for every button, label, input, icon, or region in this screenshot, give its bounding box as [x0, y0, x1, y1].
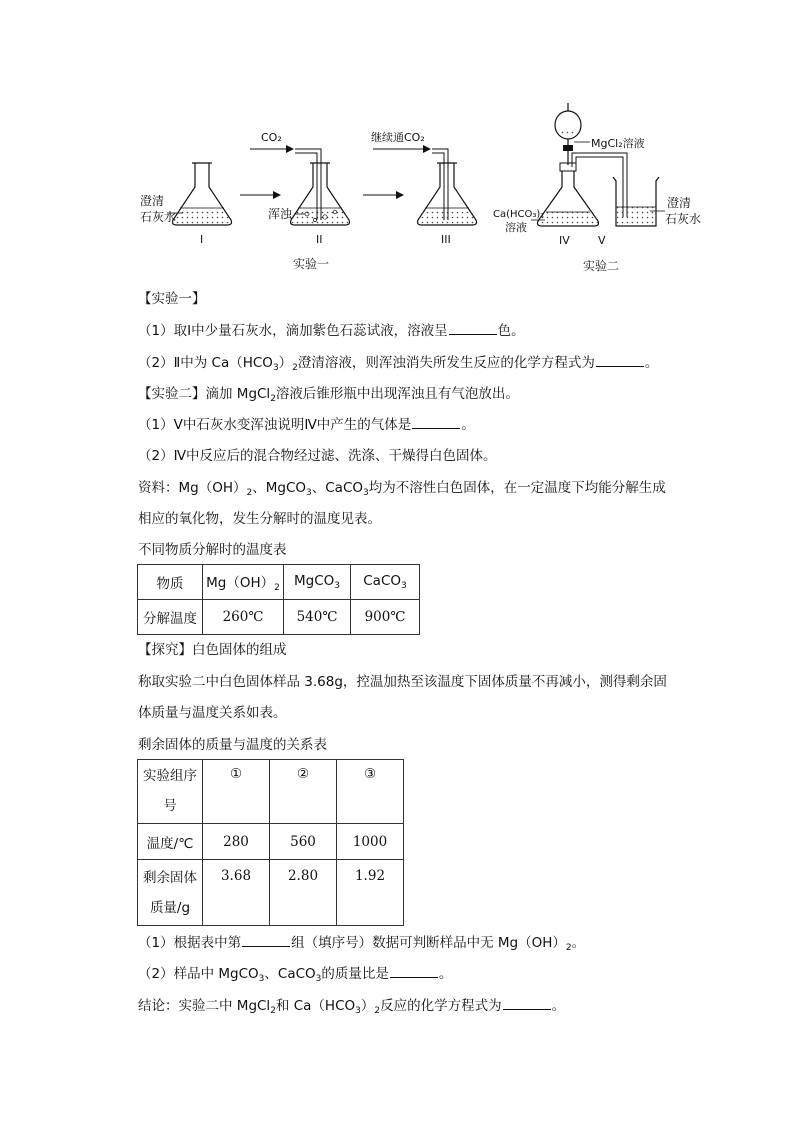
exp1-heading: 【实验一】 [138, 291, 206, 307]
fig-label-iv: IV [559, 234, 570, 247]
separatory-funnel [555, 103, 581, 165]
table2-group: ① [203, 760, 270, 824]
table2-cell: 1000 [337, 824, 404, 860]
table2-cell: 1.92 [337, 860, 404, 926]
exp2-intro: 【实验二】滴加 MgCl$_2$溶液后锥形瓶中出现浑浊且有气泡放出。 [138, 386, 519, 404]
table2-caption: 剩余固体的质量与温度的关系表 [138, 737, 327, 753]
beaker-v [613, 177, 659, 226]
fig-co2-label: CO₂ [261, 131, 282, 144]
exp2-heading: 【实验二】 [138, 386, 206, 402]
fig-limewater-v-label-2: 石灰水 [665, 212, 702, 226]
fig-turbid-label: 浑浊 [268, 207, 293, 221]
table2-cell: 560 [270, 824, 337, 860]
table1-cell: 900℃ [351, 600, 420, 635]
table1-caption: 不同物质分解时的温度表 [138, 542, 287, 558]
answer-blank[interactable] [449, 321, 497, 335]
table2-cell: 3.68 [203, 860, 270, 926]
residual-mass-table [137, 759, 404, 926]
fig-limewater-label-2: 石灰水 [140, 210, 177, 224]
fig-caption-exp2: 实验二 [583, 259, 620, 273]
para-line-2: 体质量与温度关系如表。 [138, 705, 287, 721]
info-line-2: 相应的氧化物，发生分解时的温度见表。 [138, 511, 381, 527]
info-line-1: 资料：$Mg(OH)_2$、MgCO$_3$、CaCO$_3$均为不溶性白色固体，在一定温度下均能分解生成 [138, 480, 666, 498]
explore-heading: 【探究】白色固体的组成 [138, 642, 287, 658]
table1-col-caco3: CaCO$_3$ [351, 565, 420, 600]
exp1-question-1: （1）取Ⅰ中少量石灰水，滴加紫色石蕊试液，溶液呈 色。 [138, 323, 525, 339]
answer-blank[interactable] [503, 996, 551, 1010]
fig-label-i: I [200, 233, 204, 246]
fig-limewater-v-label-1: 澄清 [667, 196, 692, 210]
table1-cell: 260℃ [203, 600, 284, 635]
exp1-question-2: （2）Ⅱ中为 $Ca(HCO_3)_2$澄清溶液，则浑浊消失所发生反应的化学方程式为 。 [138, 355, 659, 373]
fig-limewater-label-1: 澄清 [140, 194, 165, 208]
decomposition-temp-table [137, 564, 420, 635]
table2-group: ③ [337, 760, 404, 824]
fig-label-iii: III [441, 233, 451, 246]
table1-row-label: 分解温度 [138, 600, 203, 635]
table2-cell: 2.80 [270, 860, 337, 926]
fig-mgcl2-label: MgCl₂溶液 [591, 137, 645, 150]
experiment-figure [135, 95, 715, 285]
flask-iv [538, 153, 628, 226]
flask-i [173, 163, 232, 225]
table2-group: ② [270, 760, 337, 824]
table1-col-mgoh2: $Mg(OH)_2$ [203, 565, 284, 600]
answer-blank[interactable] [596, 353, 644, 367]
fig-label-v: V [598, 234, 606, 247]
conclusion: 结论：实验二中 MgCl$_2$和 $Ca(HCO_3)_2$反应的化学方程式为 。 [138, 998, 566, 1016]
answer-blank[interactable] [390, 964, 438, 978]
para-line-1: 称取实验二中白色固体样品 3.68g，控温加热至该温度下固体质量不再减小，测得剩余固 [138, 674, 667, 690]
table1-col-mgco3: MgCO$_3$ [284, 565, 351, 600]
answer-blank[interactable] [412, 415, 460, 429]
answer-blank[interactable] [242, 933, 290, 947]
table2-temp-label: 温度/℃ [138, 824, 203, 860]
fig-caption-exp1: 实验一 [293, 257, 330, 271]
exp2-question-1: （1）Ⅴ中石灰水变浑浊说明Ⅳ中产生的气体是 。 [138, 417, 475, 433]
fig-cahco3-label-2: 溶液 [505, 221, 527, 234]
table1-cell: 540℃ [284, 600, 351, 635]
table2-cell: 280 [203, 824, 270, 860]
fig-label-ii: II [316, 233, 323, 246]
question-4: （2）样品中 MgCO$_3$、CaCO$_3$的质量比是 。 [138, 966, 453, 984]
fig-continue-co2-label: 继续通CO₂ [371, 131, 425, 144]
exp2-question-2: （2）Ⅳ中反应后的混合物经过滤、洗涤、干燥得白色固体。 [138, 448, 497, 464]
table2-mass-label: 剩余固体 质量/g [138, 860, 203, 926]
table1-header: 物质 [138, 565, 203, 600]
table2-header: 实验组序 号 [138, 760, 203, 824]
question-3: （1）根据表中第 组（填序号）数据可判断样品中无 $Mg(OH)_2$。 [138, 935, 586, 953]
fig-cahco3-label-1: Ca(HCO₃)₂ [493, 209, 545, 220]
flask-iii [418, 149, 477, 225]
